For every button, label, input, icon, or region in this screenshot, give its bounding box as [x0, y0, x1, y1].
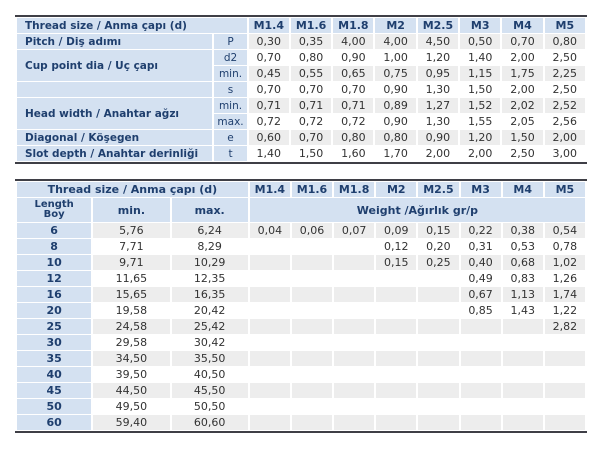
weight-cell: 1,13 [503, 287, 543, 302]
length-cell: 12 [17, 271, 91, 286]
weight-cell: 1,02 [545, 255, 585, 270]
row-symbol: min. [214, 98, 246, 113]
max-cell: 8,29 [197, 240, 222, 253]
min-cell: 9,71 [93, 255, 169, 270]
row-symbol: min. [214, 66, 246, 81]
column-header: M1.4 [250, 182, 290, 197]
weight-cell [545, 415, 585, 430]
length-cell: 20 [17, 303, 91, 318]
weight-cell: 0,25 [418, 255, 458, 270]
value-cell: 4,00 [375, 34, 415, 49]
weight-cell: 0,40 [461, 255, 501, 270]
weight-cell: 0,38 [503, 223, 543, 238]
table1-title: Thread size / Anma çapı (d) [17, 18, 247, 33]
min-cell: 29,58 [115, 336, 148, 349]
min-cell: 5,76 [93, 223, 169, 238]
weight-cell: 0,83 [510, 272, 535, 285]
table-row [17, 335, 585, 350]
table-row [17, 303, 585, 318]
value-cell: 2,25 [545, 66, 585, 81]
weight-cell [461, 399, 501, 414]
table-row [17, 239, 585, 254]
table-row [17, 255, 585, 270]
value-cell: 0,95 [418, 66, 458, 81]
weight-cell [250, 335, 290, 350]
max-cell: 12,35 [193, 272, 226, 285]
value-cell: 0,60 [249, 130, 289, 145]
weight-cell [503, 399, 543, 414]
value-cell: 2,56 [552, 115, 578, 128]
weight-cell [334, 367, 374, 382]
weight-cell [545, 383, 585, 398]
value-cell: 2,05 [510, 115, 535, 128]
table-row [17, 146, 585, 161]
weight-cell [250, 287, 290, 302]
weight-cell: 1,22 [552, 304, 578, 317]
row-symbol: e [214, 130, 246, 145]
weight-cell [250, 255, 290, 270]
value-cell: 0,90 [383, 115, 408, 128]
weight-cell [250, 351, 290, 366]
value-cell: 0,70 [256, 51, 282, 64]
length-cell: 60 [17, 415, 91, 430]
weight-cell [503, 367, 543, 382]
weight-cell [292, 367, 332, 382]
weight-cell: 0,15 [418, 223, 458, 238]
value-cell: 1,50 [467, 83, 493, 96]
value-cell: 1,27 [418, 98, 458, 113]
dimension-spec-table-grid [15, 17, 587, 162]
length-cell: 16 [17, 287, 91, 302]
weight-cell [250, 271, 290, 286]
column-header: M1.4 [249, 18, 289, 33]
weight-cell [250, 367, 290, 382]
weight-cell [334, 383, 374, 398]
weight-cell [292, 351, 332, 366]
weight-cell [376, 399, 416, 414]
value-cell: 0,71 [291, 98, 331, 113]
weight-cell: 0,67 [461, 287, 501, 302]
value-cell: 0,35 [291, 34, 331, 49]
column-header: M5 [545, 18, 585, 33]
value-cell: 1,70 [383, 147, 408, 160]
length-cell: 40 [17, 367, 91, 382]
table2-header-row [17, 182, 585, 197]
weight-cell: 0,07 [334, 223, 374, 238]
value-cell: 0,72 [341, 115, 366, 128]
table1-header-row [17, 18, 585, 33]
value-cell: 0,71 [333, 98, 373, 113]
weight-cell: 0,06 [292, 223, 332, 238]
table-row [17, 82, 585, 97]
value-cell: 3,00 [552, 147, 578, 160]
max-cell: 35,50 [172, 351, 248, 366]
column-header: M3 [461, 182, 501, 197]
weight-cell [418, 303, 458, 318]
row-symbol: t [214, 146, 246, 161]
value-cell: 0,75 [375, 66, 415, 81]
value-cell: 0,80 [545, 34, 585, 49]
weight-cell: 0,54 [545, 223, 585, 238]
weight-cell [334, 271, 374, 286]
weight-cell [334, 415, 374, 430]
max-cell: 20,42 [193, 304, 226, 317]
value-cell: 1,40 [467, 51, 493, 64]
column-header: M2.5 [418, 18, 458, 33]
weight-cell [461, 351, 501, 366]
weight-cell [418, 271, 458, 286]
weight-cell: 0,15 [376, 255, 416, 270]
weight-cell [334, 319, 374, 334]
weight-cell [292, 255, 332, 270]
column-header: M2 [375, 18, 415, 33]
max-cell: 50,50 [193, 400, 226, 413]
column-header: M1.8 [333, 18, 373, 33]
max-cell: 40,50 [193, 368, 226, 381]
column-header: M2.5 [418, 182, 458, 197]
row-label: Slot depth / Anahtar derinliği [17, 146, 212, 161]
value-cell: 2,00 [510, 83, 535, 96]
column-header: M5 [545, 182, 585, 197]
max-cell: 6,24 [172, 223, 248, 238]
weight-cell: 0,09 [376, 223, 416, 238]
length-cell: 50 [17, 399, 91, 414]
min-cell: 24,58 [93, 319, 169, 334]
value-cell: 0,90 [383, 83, 408, 96]
value-cell: 0,70 [298, 83, 324, 96]
length-cell: 10 [17, 255, 91, 270]
table-row [17, 34, 585, 49]
weight-cell [545, 335, 585, 350]
table-row [17, 130, 585, 145]
length-weight-table [15, 179, 587, 433]
value-cell: 4,00 [333, 34, 373, 49]
weight-cell [376, 351, 416, 366]
table-row [17, 415, 585, 430]
value-cell: 0,71 [249, 98, 289, 113]
weight-cell [250, 303, 290, 318]
weight-cell [503, 351, 543, 366]
weight-cell [376, 383, 416, 398]
value-cell: 0,80 [375, 130, 415, 145]
weight-cell: 0,12 [384, 240, 409, 253]
min-cell: 34,50 [93, 351, 169, 366]
weight-cell [503, 319, 543, 334]
length-cell: 25 [17, 319, 91, 334]
weight-cell [418, 351, 458, 366]
weight-cell [418, 287, 458, 302]
length-cell: 30 [17, 335, 91, 350]
column-header: M1.6 [291, 18, 331, 33]
length-cell: 6 [17, 223, 91, 238]
table-row [17, 271, 585, 286]
weight-cell [376, 319, 416, 334]
length-header-line2: Boy [43, 209, 65, 220]
row-symbol: P [214, 34, 246, 49]
min-cell: 49,50 [115, 400, 148, 413]
weight-cell [292, 335, 332, 350]
value-cell: 1,00 [383, 51, 408, 64]
value-cell: 2,50 [510, 147, 535, 160]
weight-cell [250, 399, 290, 414]
weight-cell [292, 239, 332, 254]
value-cell: 0,90 [418, 130, 458, 145]
value-cell: 2,00 [510, 51, 535, 64]
value-cell: 0,72 [298, 115, 324, 128]
weight-cell: 1,43 [510, 304, 535, 317]
weight-cell [503, 335, 543, 350]
table-row [17, 50, 585, 65]
weight-cell [418, 383, 458, 398]
weight-cell [503, 383, 543, 398]
value-cell: 0,50 [460, 34, 500, 49]
weight-cell [250, 319, 290, 334]
weight-cell [503, 415, 543, 430]
weight-cell [250, 239, 290, 254]
table-row [17, 98, 585, 113]
value-cell: 1,15 [460, 66, 500, 81]
column-header: M1.8 [334, 182, 374, 197]
length-cell: 45 [17, 383, 91, 398]
column-header: M4 [503, 182, 543, 197]
value-cell: 1,40 [256, 147, 282, 160]
table2-subheader-row [17, 198, 585, 222]
value-cell: 1,52 [460, 98, 500, 113]
max-cell: 45,50 [172, 383, 248, 398]
table-row [17, 399, 585, 414]
weight-cell [376, 367, 416, 382]
max-cell: 10,29 [172, 255, 248, 270]
value-cell: 0,70 [502, 34, 542, 49]
weight-cell [376, 335, 416, 350]
column-header: M3 [460, 18, 500, 33]
value-cell: 2,50 [552, 83, 578, 96]
weight-cell [334, 351, 374, 366]
weight-cell [461, 319, 501, 334]
min-cell: 19,58 [115, 304, 148, 317]
weight-cell [376, 415, 416, 430]
weight-cell [292, 271, 332, 286]
weight-cell: 1,26 [552, 272, 578, 285]
row-label: Diagonal / Köşegen [17, 130, 212, 145]
value-cell: 1,30 [425, 115, 451, 128]
value-cell: 1,30 [425, 83, 451, 96]
weight-cell [545, 351, 585, 366]
min-cell: 44,50 [93, 383, 169, 398]
weight-cell: 2,82 [545, 319, 585, 334]
weight-cell [418, 335, 458, 350]
value-cell: 2,50 [552, 51, 578, 64]
weight-cell: 0,04 [250, 223, 290, 238]
weight-cell: 1,74 [545, 287, 585, 302]
value-cell: 0,72 [256, 115, 282, 128]
weight-cell [418, 367, 458, 382]
value-cell: 0,80 [298, 51, 324, 64]
value-cell: 4,50 [418, 34, 458, 49]
value-cell: 1,50 [502, 130, 542, 145]
weight-cell [250, 383, 290, 398]
min-cell: 11,65 [115, 272, 148, 285]
value-cell: 2,00 [545, 130, 585, 145]
value-cell: 0,89 [375, 98, 415, 113]
value-cell: 0,70 [256, 83, 282, 96]
weight-cell [418, 319, 458, 334]
value-cell: 1,60 [341, 147, 366, 160]
weight-cell [461, 415, 501, 430]
value-cell: 0,80 [333, 130, 373, 145]
weight-cell [376, 271, 416, 286]
weight-cell [461, 367, 501, 382]
column-header: M4 [502, 18, 542, 33]
table-row [17, 287, 585, 302]
table-row [17, 223, 585, 238]
table2-title: Thread size / Anma çapı (d) [17, 182, 248, 197]
min-cell: 39,50 [115, 368, 148, 381]
row-label [17, 82, 212, 97]
value-cell: 0,70 [341, 83, 366, 96]
value-cell: 0,90 [341, 51, 366, 64]
value-cell: 0,65 [333, 66, 373, 81]
row-symbol: max. [214, 114, 246, 129]
weight-cell [461, 383, 501, 398]
table-row [17, 351, 585, 366]
weight-cell: 0,31 [468, 240, 493, 253]
row-label: Cup point dia / Uç çapı [17, 50, 212, 81]
table-row [17, 319, 585, 334]
weight-cell: 0,68 [503, 255, 543, 270]
length-weight-table-grid [15, 181, 587, 431]
weight-cell [334, 239, 374, 254]
weight-cell [292, 415, 332, 430]
length-cell: 8 [17, 239, 91, 254]
value-cell: 0,30 [249, 34, 289, 49]
weight-cell: 0,78 [552, 240, 578, 253]
value-cell: 1,55 [467, 115, 493, 128]
weight-cell [334, 399, 374, 414]
row-symbol: d2 [214, 50, 246, 65]
value-cell: 0,45 [249, 66, 289, 81]
value-cell: 2,02 [502, 98, 542, 113]
weight-cell: 0,20 [426, 240, 451, 253]
weight-cell [376, 303, 416, 318]
weight-cell [376, 287, 416, 302]
value-cell: 0,70 [291, 130, 331, 145]
value-cell: 2,00 [467, 147, 493, 160]
weight-cell: 0,85 [468, 304, 493, 317]
weight-cell [334, 287, 374, 302]
weight-cell [461, 335, 501, 350]
weight-header: Weight /Ağırlık gr/p [250, 198, 585, 222]
value-cell: 1,20 [460, 130, 500, 145]
max-cell: 60,60 [172, 415, 248, 430]
weight-cell [292, 383, 332, 398]
weight-cell [292, 287, 332, 302]
value-cell: 1,50 [298, 147, 324, 160]
weight-cell [292, 319, 332, 334]
value-cell: 2,00 [425, 147, 451, 160]
weight-cell [545, 367, 585, 382]
column-header: M2 [376, 182, 416, 197]
weight-cell: 0,22 [461, 223, 501, 238]
max-cell: 16,35 [172, 287, 248, 302]
table-row [17, 383, 585, 398]
min-cell: 15,65 [93, 287, 169, 302]
weight-cell [250, 415, 290, 430]
row-symbol: s [214, 82, 246, 97]
weight-cell [334, 255, 374, 270]
weight-cell [418, 399, 458, 414]
value-cell: 0,55 [291, 66, 331, 81]
min-header: min. [93, 198, 169, 222]
dimension-spec-table [15, 15, 587, 164]
weight-cell [292, 399, 332, 414]
weight-cell: 0,53 [510, 240, 535, 253]
max-cell: 25,42 [172, 319, 248, 334]
length-header-line1: Length [34, 199, 74, 210]
row-label: Head width / Anahtar ağzı [17, 98, 212, 129]
max-header: max. [172, 198, 248, 222]
min-cell: 59,40 [93, 415, 169, 430]
weight-cell [334, 303, 374, 318]
weight-cell [292, 303, 332, 318]
value-cell: 1,20 [425, 51, 451, 64]
weight-cell [545, 399, 585, 414]
row-label: Pitch / Diş adımı [17, 34, 212, 49]
weight-cell [418, 415, 458, 430]
weight-cell [334, 335, 374, 350]
max-cell: 30,42 [193, 336, 226, 349]
value-cell: 2,52 [545, 98, 585, 113]
column-header: M1.6 [292, 182, 332, 197]
length-header [17, 198, 91, 222]
min-cell: 7,71 [119, 240, 144, 253]
weight-cell: 0,49 [468, 272, 493, 285]
table-row [17, 367, 585, 382]
value-cell: 1,75 [502, 66, 542, 81]
length-cell: 35 [17, 351, 91, 366]
